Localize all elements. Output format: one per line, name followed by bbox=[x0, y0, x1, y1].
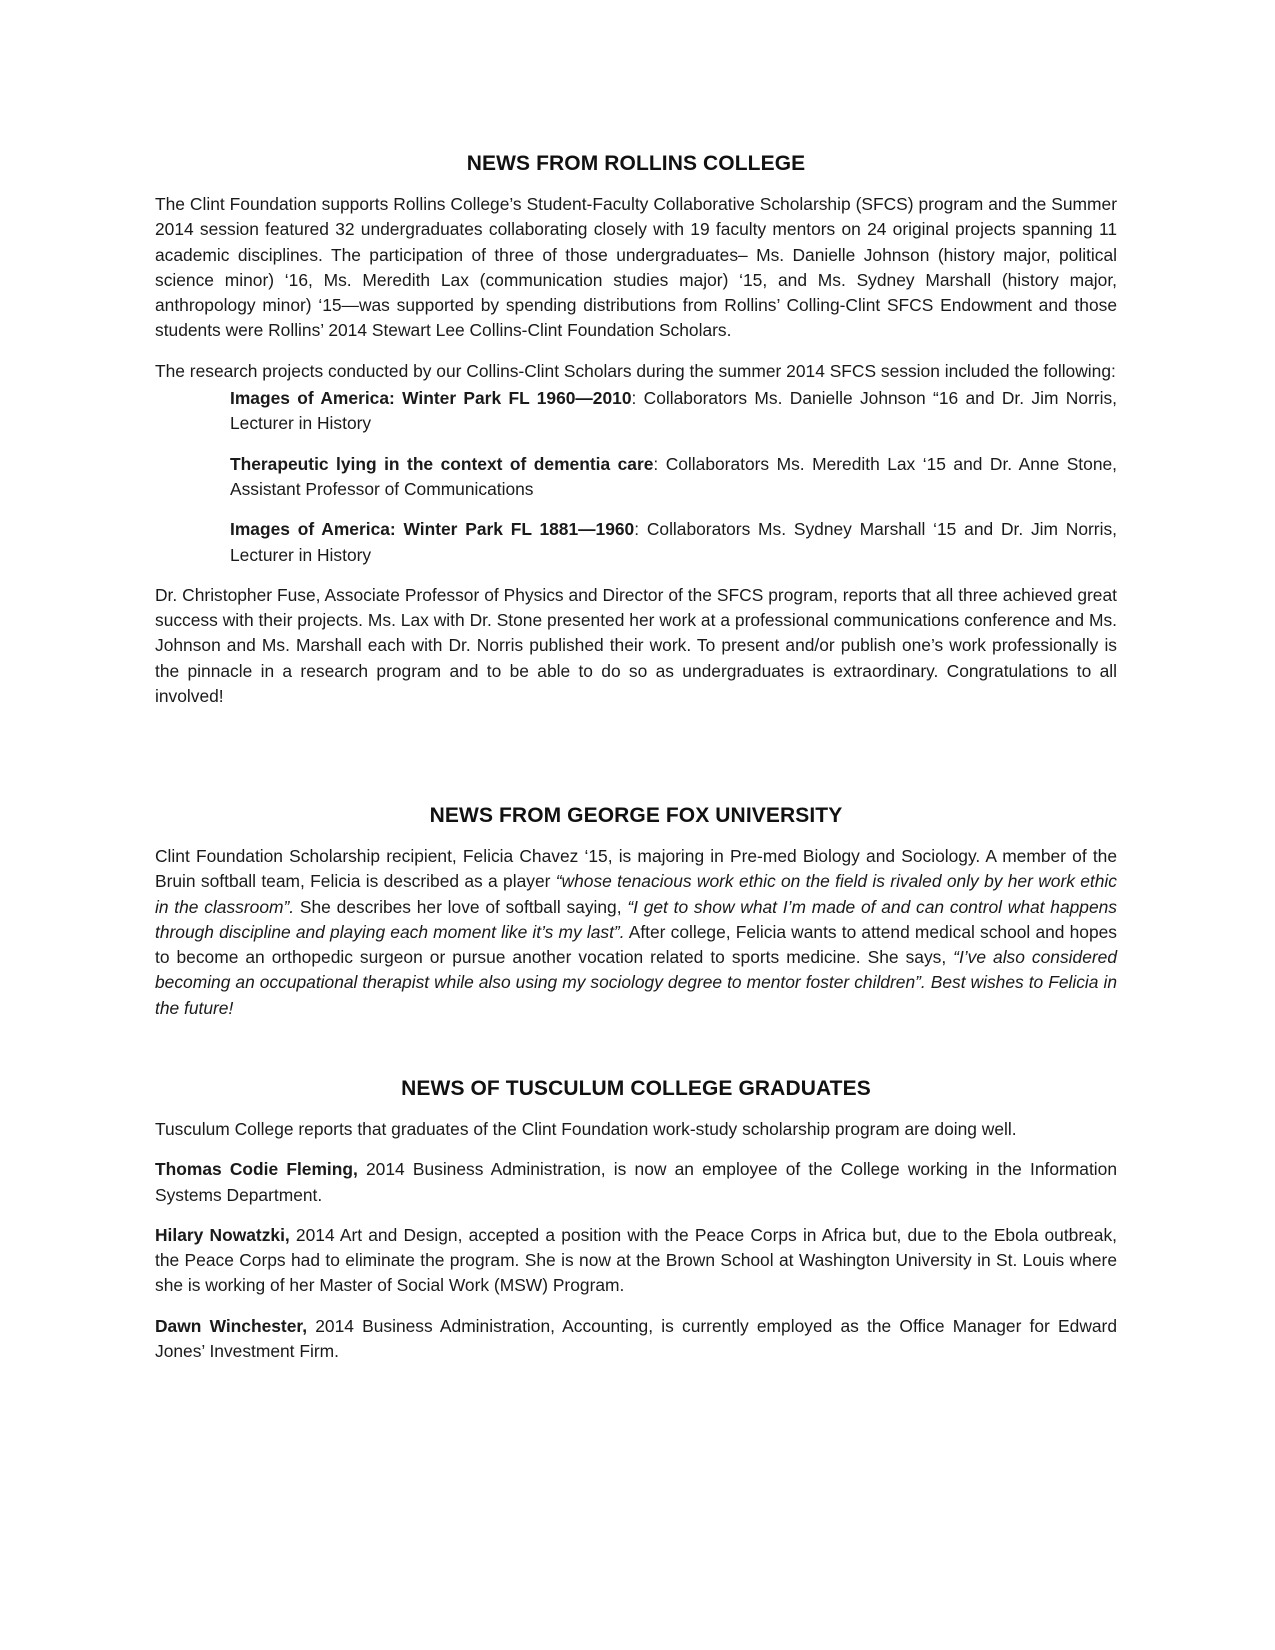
graduate-detail: 2014 Business Administration, Accounting, is currently employed as the Office Manager for Edward Jones’ Investment Firm. bbox=[155, 1315, 1118, 1362]
project-title: Images of America: Winter Park FL 1881—1960 bbox=[230, 519, 635, 540]
georgefox-quote: “I’ve also considered becoming an occupational therapist while also using my sociology degree to mentor foster children”. Best wishes to Felicia in the future! bbox=[155, 947, 1118, 1018]
graduate-name: Hilary Nowatzki, bbox=[155, 1224, 290, 1245]
project-title: Images of America: Winter Park FL 1960—2010 bbox=[230, 388, 632, 409]
project-title: Therapeutic lying in the context of dementia care bbox=[230, 453, 654, 474]
project-item bbox=[155, 386, 1117, 437]
graduate-detail: 2014 Business Administration, is now an employee of the College working in the Information Systems Department. bbox=[155, 1159, 1117, 1205]
tusculum-intro: Tusculum College reports that graduates of the Clint Foundation work-study scholarship program are doing well. bbox=[155, 1119, 1017, 1139]
graduate-entry bbox=[155, 1314, 1117, 1365]
georgefox-text: She describes her love of softball saying, bbox=[294, 896, 628, 917]
graduate-name: Dawn Winchester, bbox=[155, 1315, 308, 1336]
project-item bbox=[155, 517, 1117, 568]
georgefox-quote: “whose tenacious work ethic on the field is rivaled only by her work ethic in the classroom”. bbox=[155, 871, 1117, 917]
georgefox-section bbox=[155, 804, 1117, 1021]
georgefox-text: After college, Felicia wants to attend medical school and hopes to become an orthopedic surgeon or pursue another vocation related to sports medicine. She says, bbox=[155, 921, 1118, 968]
rollins-heading: NEWS FROM ROLLINS COLLEGE bbox=[466, 152, 806, 175]
project-detail: : Collaborators Ms. Sydney Marshall ‘15 and Dr. Jim Norris, Lecturer in History bbox=[230, 519, 1117, 565]
rollins-section bbox=[155, 152, 1117, 709]
graduate-entry bbox=[155, 1223, 1117, 1299]
georgefox-heading: NEWS FROM GEORGE FOX UNIVERSITY bbox=[429, 804, 843, 827]
georgefox-text: Clint Foundation Scholarship recipient, Felicia Chavez ‘15, is majoring in Pre-med Biology and Sociology. A member of the Bruin softball team, Felicia is described as a player bbox=[155, 846, 1117, 892]
graduate-name: Thomas Codie Fleming, bbox=[155, 1159, 358, 1180]
project-detail: : Collaborators Ms. Meredith Lax ‘15 and Dr. Anne Stone, Assistant Professor of Communications bbox=[230, 453, 1117, 499]
tusculum-section bbox=[155, 1077, 1117, 1364]
rollins-intro-paragraph: The Clint Foundation supports Rollins College’s Student-Faculty Collaborative Scholarship (SFCS) program and the Summer 2014 session featured 32 undergraduates collaborating closely with 19 faculty mentors on 24 original projects spanning 11 academic disciplines. The participation of three of those undergraduates– Ms. Danielle Johnson (history major, political science minor) ‘16, Ms. Meredith Lax (communication studies major) ‘15, and Ms. Sydney Marshall (history major, anthropology minor) ‘15—was supported by spending distributions from Rollins’ Colling-Clint SFCS Endowment and those students were Rollins’ 2014 Stewart Lee Collins-Clint Foundation Scholars. bbox=[155, 194, 1117, 341]
rollins-projects-intro: The research projects conducted by our Collins-Clint Scholars during the summer 2014 SFCS session included the following: bbox=[155, 360, 1116, 381]
georgefox-paragraph bbox=[155, 844, 1117, 1021]
graduate-entry bbox=[155, 1157, 1117, 1208]
tusculum-heading: NEWS OF TUSCULUM COLLEGE GRADUATES bbox=[401, 1077, 871, 1100]
project-item bbox=[155, 452, 1117, 503]
graduate-detail: 2014 Art and Design, accepted a position with the Peace Corps in Africa but, due to the Ebola outbreak, the Peace Corps had to eliminate the program. She is now at the Brown School at Washington University in St. Louis where she is working of her Master of Social Work (MSW) Program. bbox=[155, 1224, 1117, 1296]
project-detail: : Collaborators Ms. Danielle Johnson “16 and Dr. Jim Norris, Lecturer in History bbox=[230, 388, 1117, 434]
georgefox-quote: “I get to show what I’m made of and can control what happens through discipline and playing each moment like it’s my last”. bbox=[155, 896, 1117, 942]
rollins-closing-paragraph: Dr. Christopher Fuse, Associate Professor of Physics and Director of the SFCS program, reports that all three achieved great success with their projects. Ms. Lax with Dr. Stone presented her work at a professional communications conference and Ms. Johnson and Ms. Marshall each with Dr. Norris published their work. To present and/or publish one’s work professionally is the pinnacle in a research program and to be able to do so as undergraduates is extraordinary. Congratulations to all involved! bbox=[155, 584, 1117, 707]
